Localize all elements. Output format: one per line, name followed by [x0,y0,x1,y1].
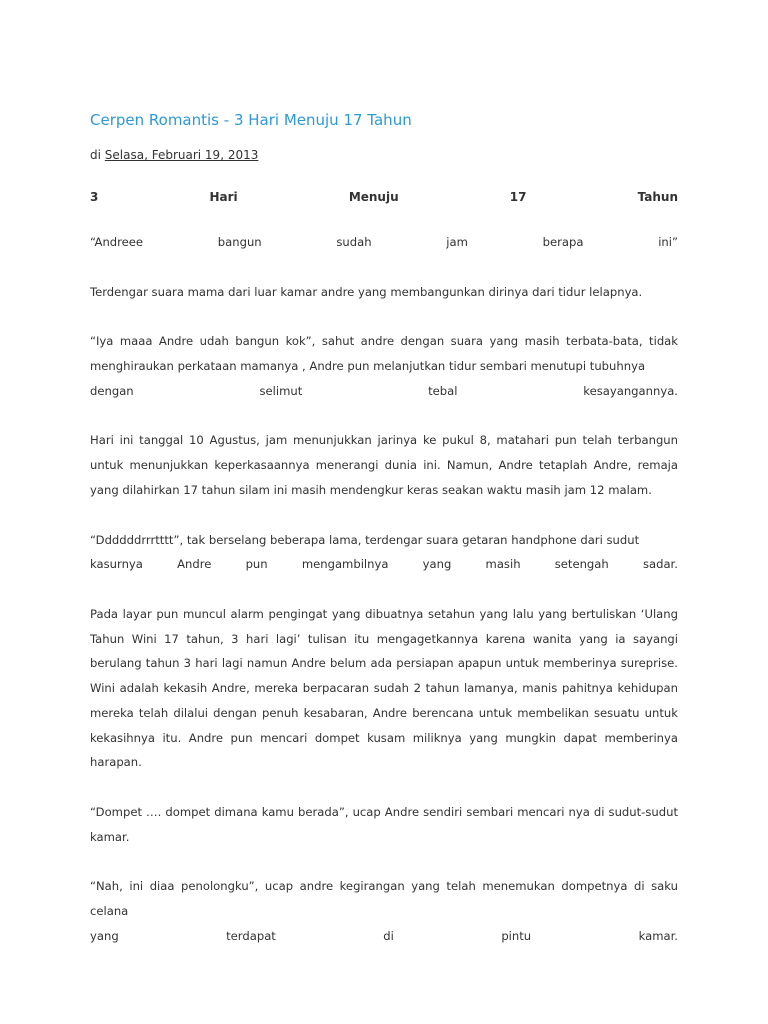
para-word: setengah [554,557,609,572]
dialog-word: jam [446,235,468,249]
article [90,110,678,948]
para-word: yang [90,928,119,943]
dialog-word: “Andreee [90,235,144,249]
para-word: selimut [259,383,303,398]
post-meta-prefix: di [90,148,101,162]
subtitle-word: Tahun [637,190,678,204]
para-word: kamar. [638,928,678,943]
paragraph-7-last-line [90,924,678,949]
para-word: yang [422,557,452,572]
dialog-word: ini” [658,235,678,249]
dialog-line-1 [90,230,678,255]
para-word: terdapat [226,928,276,943]
subtitle-word: 3 [90,190,99,204]
dialog-word: berapa [542,235,584,249]
subtitle-word: 17 [509,190,527,204]
para-word: masih [485,557,521,572]
paragraph-6: “Dompet …. dompet dimana kamu berada”, ucap Andre sendiri sembari mencari nya di sudut-sudut kamar. [90,804,678,844]
paragraph-4: “Ddddddrrrtttt”, tak berselang beberapa lama, terdengar suara getaran handphone dari sudut [90,532,640,547]
paragraph-2-last-line [90,379,678,404]
para-word: sadar. [642,557,678,572]
subtitle-word: Hari [209,190,238,204]
para-word: kesayangannya. [583,383,678,398]
paragraph-3: Hari ini tanggal 10 Agustus, jam menunjukkan jarinya ke pukul 8, matahari pun telah terbangun untuk menunjukkan keperkasaannya menerangi dunia ini. Namun, Andre tetaplah Andre, remaja yang dilahirkan 17 tahun silam ini masih mendengkur keras seakan waktu masih jam 12 malam. [90,433,678,497]
paragraph-7: “Nah, ini diaa penolongku”, ucap andre kegirangan yang telah menemukan dompetnya di saku celana [90,879,678,919]
story-subtitle [90,189,678,205]
dialog-word: bangun [217,235,262,249]
dialog-word: sudah [336,235,372,249]
paragraph-4-last-line [90,552,678,577]
paragraph-1: Terdengar suara mama dari luar kamar andre yang membangunkan dirinya dari tidur lelapnya. [90,284,643,299]
subtitle-word: Menuju [348,190,399,204]
para-word: pintu [501,928,532,943]
para-word: di [383,928,394,943]
para-word: mengambilnya [301,557,389,572]
paragraph-2: “Iya maaa Andre udah bangun kok”, sahut andre dengan suara yang masih terbata-bata, tidak menghiraukan perkataan mamanya , Andre pun melanjutkan tidur sembari menutupi tubuhnya [90,334,678,374]
para-word: kasurnya [90,557,143,572]
post-date-link[interactable]: Selasa, Februari 19, 2013 [104,148,259,162]
para-word: dengan [90,383,134,398]
paragraph-5: Pada layar pun muncul alarm pengingat yang dibuatnya setahun yang lalu yang bertuliskan ‘Ulang Tahun Wini 17 tahun, 3 hari lagi’ tulisan itu mengagetkannya karena wanita yang ia sayangi berulang tahun 3 hari lagi namun Andre belum ada persiapan apapun untuk memberinya sureprise. Wini adalah kekasih Andre, mereka berpacaran sudah 2 tahun lamanya, manis pahitnya kehidupan mereka telah dilalui dengan penuh kesabaran, Andre berencana untuk membelikan sesuatu untuk kekasihnya itu. Andre pun mencari dompet kusam miliknya yang mungkin dapat memberinya harapan. [90,606,678,770]
post-meta [90,147,678,163]
post-title[interactable]: Cerpen Romantis - 3 Hari Menuju 17 Tahun [90,111,412,129]
para-word: Andre [177,557,212,572]
para-word: pun [245,557,268,572]
para-word: tebal [428,383,458,398]
